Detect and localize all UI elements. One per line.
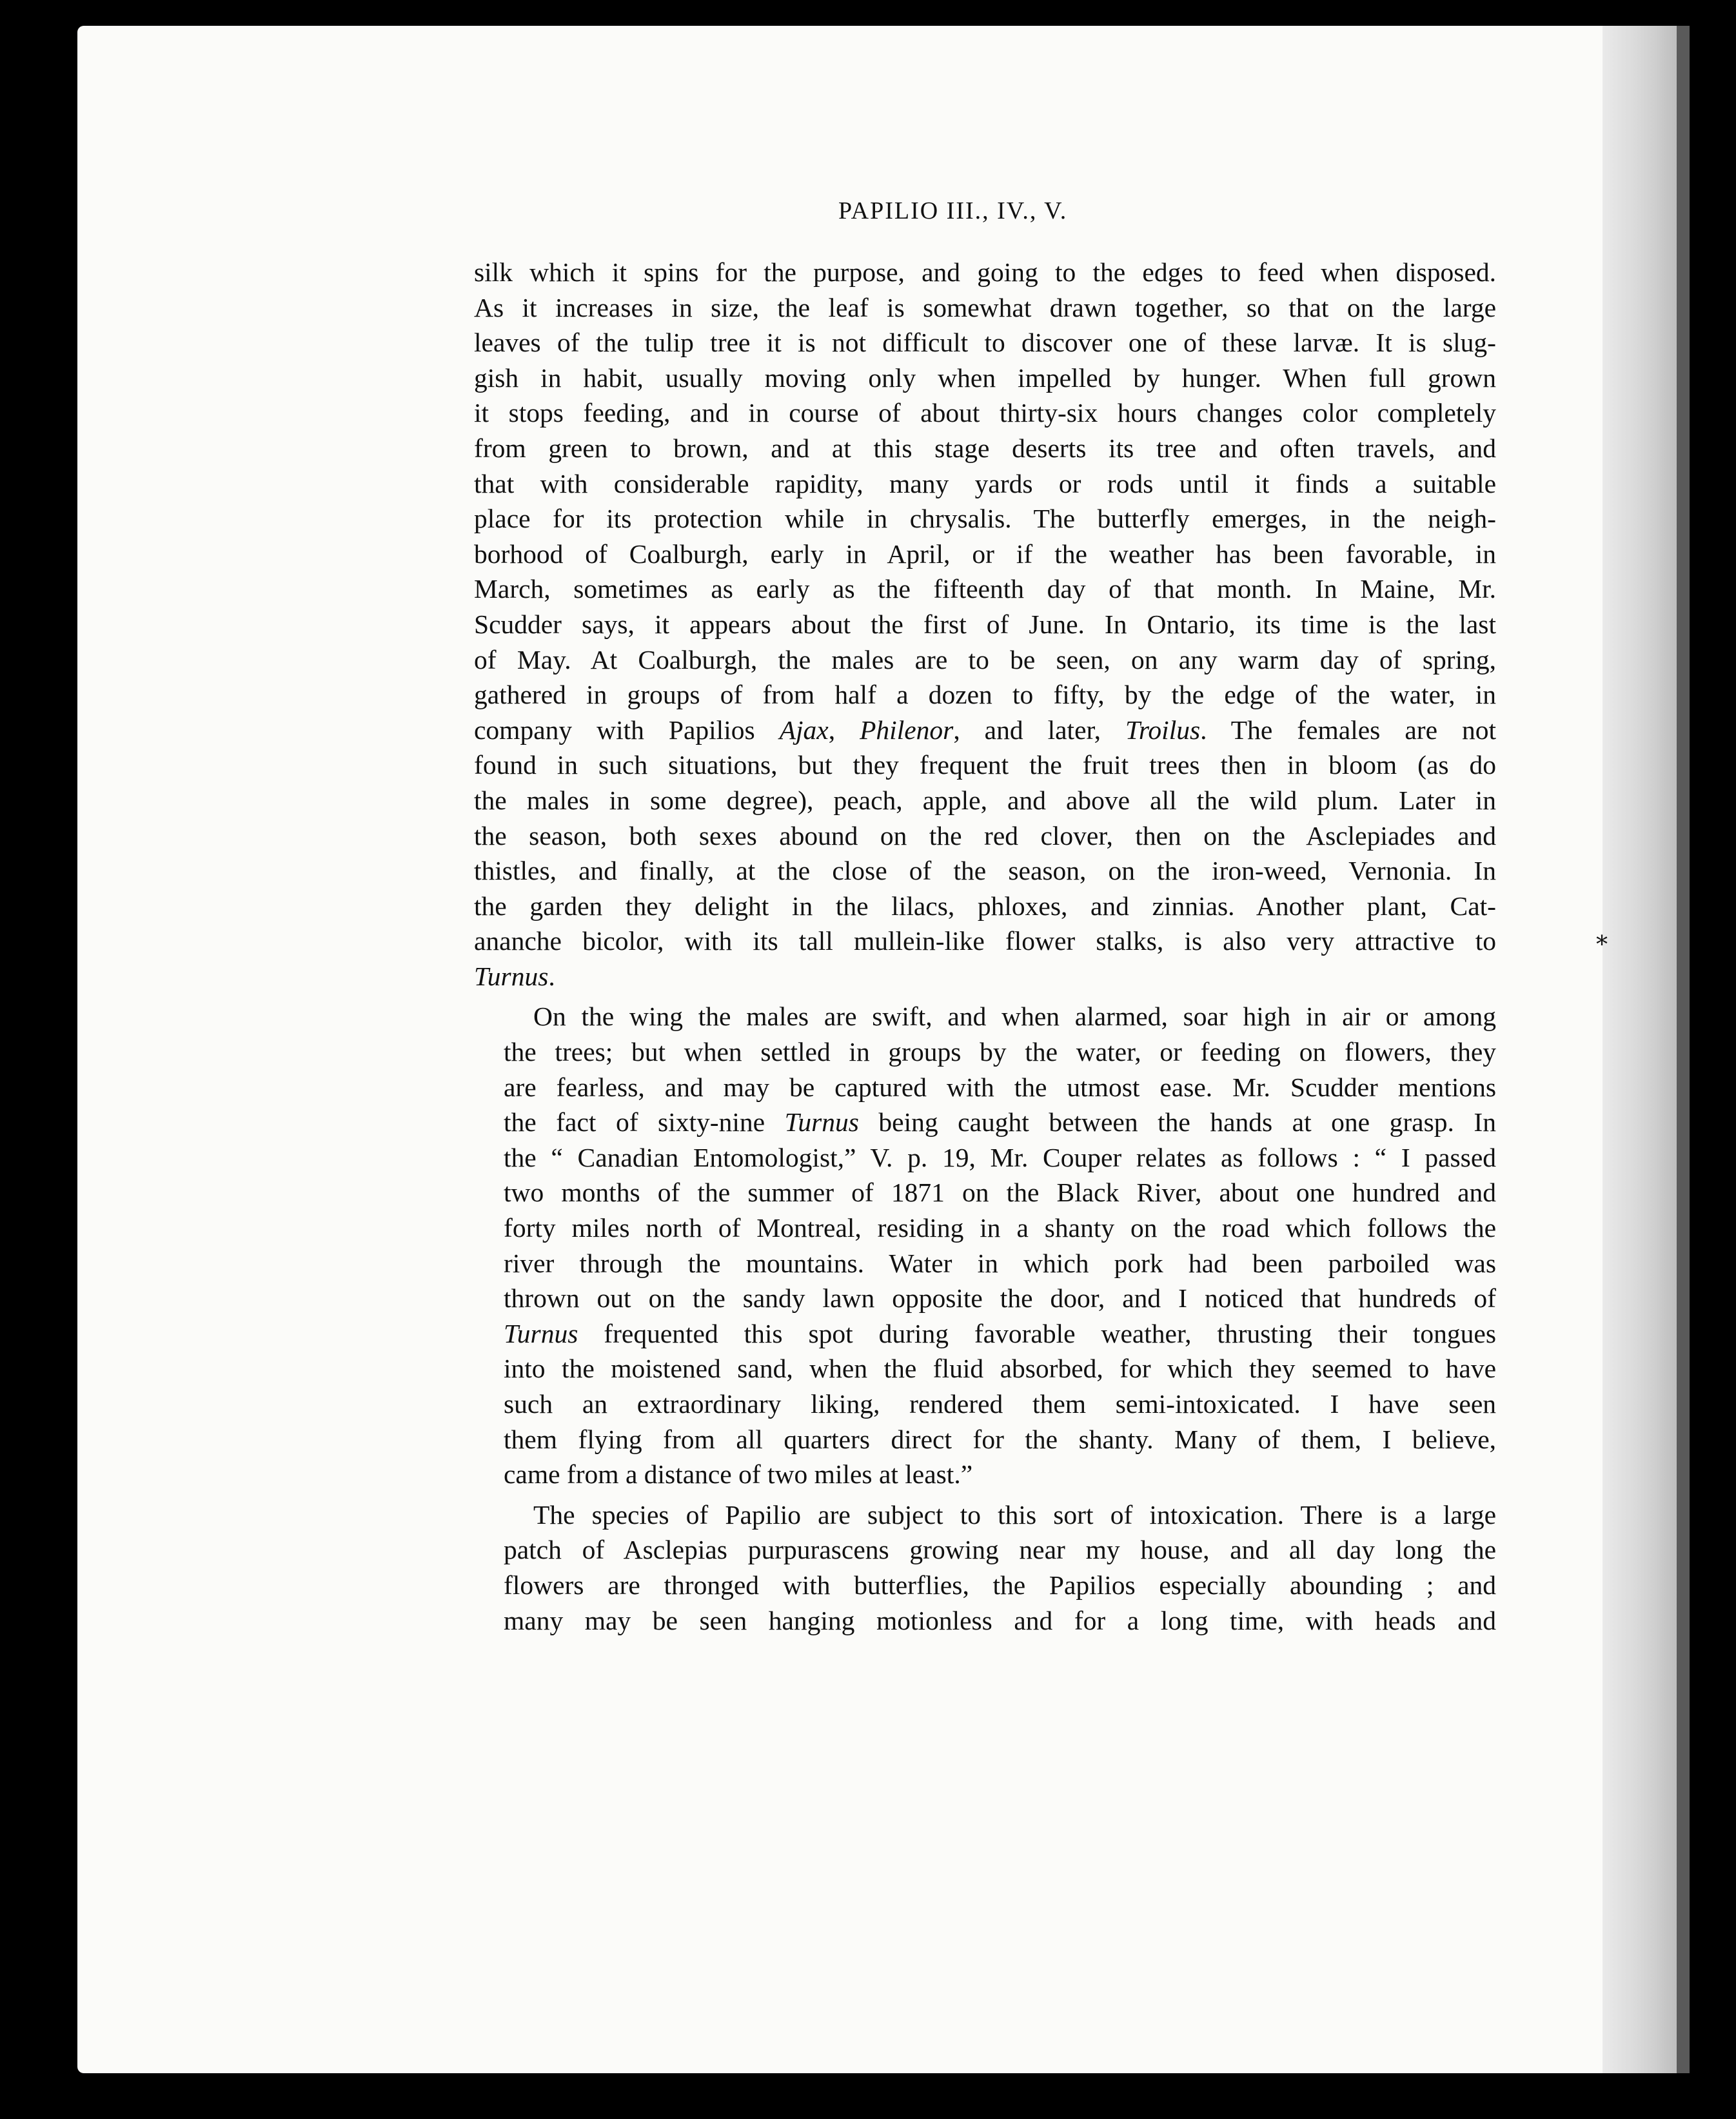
text-line xyxy=(474,607,1496,642)
italic-text: Ajax xyxy=(779,715,829,745)
text-line xyxy=(474,1070,1496,1105)
text-line xyxy=(474,1386,1496,1422)
paragraph xyxy=(474,999,1496,1492)
text-line xyxy=(474,1175,1496,1210)
text-line xyxy=(474,853,1496,889)
text-line xyxy=(474,1351,1496,1386)
text-run: thrown out on the sandy lawn opposite the door, and I noticed that hundreds of xyxy=(504,1283,1496,1314)
text-run: thistles, and finally, at the close of the season, on the iron-weed, Vernonia. In xyxy=(474,856,1496,886)
body-text xyxy=(474,255,1496,1638)
text-line xyxy=(474,1422,1496,1457)
text-run: of May. At Coalburgh, the males are to be seen, on any warm day of spring, xyxy=(474,644,1496,675)
text-run: are fearless, and may be captured with the utmost ease. Mr. Scudder mentions xyxy=(504,1072,1496,1102)
text-run: found in such situations, but they frequent the fruit trees then in bloom (as do xyxy=(474,750,1496,780)
text-run: patch of Asclepias purpurascens growing near my house, and all day long the xyxy=(504,1535,1496,1565)
text-line xyxy=(474,1603,1496,1639)
text-run: gish in habit, usually moving only when impelled by hunger. When full grown xyxy=(474,362,1496,393)
text-line xyxy=(474,1457,1496,1492)
text-line xyxy=(474,713,1496,748)
text-run: from green to brown, and at this stage deserts its tree and often travels, and xyxy=(474,433,1496,463)
italic-text: Turnus xyxy=(474,961,549,991)
text-run: place for its protection while in chrysalis. The butterfly emerges, in the neigh- xyxy=(474,504,1496,534)
text-line xyxy=(474,923,1496,959)
italic-text: Turnus xyxy=(784,1107,859,1138)
text-line xyxy=(474,537,1496,572)
text-run: that with considerable rapidity, many yards or rods until it finds a suitable xyxy=(474,468,1496,498)
text-line xyxy=(474,1532,1496,1568)
text-line xyxy=(474,1281,1496,1316)
text-line xyxy=(474,818,1496,854)
text-line xyxy=(474,501,1496,537)
text-run: the “ Canadian Entomologist,” V. p. 19, Mr. Couper relates as follows : “ I passed xyxy=(504,1142,1496,1172)
text-line xyxy=(474,1034,1496,1070)
text-run: it stops feeding, and in course of about thirty-six hours changes color completely xyxy=(474,398,1496,428)
text-run: silk which it spins for the purpose, and going to the edges to feed when disposed. xyxy=(474,257,1496,287)
text-run: such an extraordinary liking, rendered them semi-intoxicated. I have seen xyxy=(504,1389,1496,1419)
text-run: the trees; but when settled in groups by the water, or feeding on flowers, they xyxy=(504,1037,1496,1067)
italic-text: Troilus xyxy=(1125,715,1201,745)
binding-edge xyxy=(1677,26,1690,2073)
text-run: the season, both sexes abound on the red clover, then on the Asclepiades and xyxy=(474,820,1496,851)
running-head: PAPILIO III., IV., V. xyxy=(838,197,1068,224)
text-run: Scudder says, it appears about the first of June. In Ontario, its time is the last xyxy=(474,609,1496,639)
text-run: leaves of the tulip tree it is not difficult to discover one of these larvæ. It is slug- xyxy=(474,328,1496,358)
text-line xyxy=(474,1316,1496,1352)
text-line xyxy=(474,1568,1496,1603)
text-run: . The females are not xyxy=(1200,715,1497,745)
text-run: The species of Papilio are subject to this sort of intoxication. There is a large xyxy=(533,1499,1496,1530)
page-edge-shadow xyxy=(1603,26,1677,2073)
text-line xyxy=(474,642,1496,678)
text-run: many may be seen hanging motionless and for a long time, with heads and xyxy=(504,1605,1496,1635)
text-run: the males in some degree), peach, apple, and above all the wild plum. Later in xyxy=(474,785,1496,815)
text-line xyxy=(474,889,1496,924)
text-line xyxy=(474,1140,1496,1176)
text-line xyxy=(474,571,1496,607)
text-line xyxy=(474,1105,1496,1140)
text-run: As it increases in size, the leaf is somewhat drawn together, so that on the large xyxy=(474,292,1496,322)
text-run: ananche bicolor, with its tall mullein-like flower stalks, is also very attractive to xyxy=(474,926,1496,956)
text-line xyxy=(474,999,1496,1034)
text-line xyxy=(474,431,1496,466)
text-run: river through the mountains. Water in which pork had been parboiled was xyxy=(504,1248,1496,1278)
text-run: forty miles north of Montreal, residing in a shanty on the road which follows the xyxy=(504,1213,1496,1243)
text-run: them flying from all quarters direct for the shanty. Many of them, I believe, xyxy=(504,1424,1496,1454)
text-run: , xyxy=(828,715,860,745)
text-line xyxy=(474,325,1496,360)
text-line xyxy=(474,1246,1496,1281)
text-run: the fact of sixty-nine xyxy=(504,1107,785,1138)
text-run: borhood of Coalburgh, early in April, or if the weather has been favorable, in xyxy=(474,538,1496,569)
text-line xyxy=(474,783,1496,818)
text-line xyxy=(474,360,1496,396)
text-run: March, sometimes as early as the fifteenth day of that month. In Maine, Mr. xyxy=(474,574,1496,604)
text-line xyxy=(474,255,1496,290)
text-line xyxy=(474,290,1496,326)
text-line xyxy=(474,677,1496,713)
margin-mark: ⁎ xyxy=(1596,924,1608,950)
text-run: . xyxy=(548,961,555,991)
text-run: On the wing the males are swift, and when alarmed, soar high in air or among xyxy=(533,1001,1496,1032)
text-line xyxy=(474,466,1496,502)
text-run: flowers are thronged with butterflies, the Papilios especially abounding ; and xyxy=(504,1570,1496,1600)
text-line xyxy=(474,747,1496,783)
text-run: the garden they delight in the lilacs, phloxes, and zinnias. Another plant, Cat- xyxy=(474,891,1496,921)
text-run: being caught between the hands at one grasp. In xyxy=(858,1107,1496,1138)
paragraph xyxy=(474,1497,1496,1638)
text-line xyxy=(474,959,1496,994)
italic-text: Turnus xyxy=(504,1318,578,1348)
italic-text: Philenor xyxy=(860,715,954,745)
text-run: company with Papilios xyxy=(474,715,780,745)
paragraph xyxy=(474,255,1496,994)
text-run: frequented this spot during favorable weather, thrusting their tongues xyxy=(578,1318,1496,1348)
text-line xyxy=(474,1210,1496,1246)
text-line xyxy=(474,395,1496,431)
text-run: into the moistened sand, when the fluid absorbed, for which they seemed to have xyxy=(504,1354,1496,1384)
text-run: gathered in groups of from half a dozen to fifty, by the edge of the water, in xyxy=(474,680,1496,710)
text-run: two months of the summer of 1871 on the Black River, about one hundred and xyxy=(504,1178,1496,1208)
text-line xyxy=(474,1497,1496,1533)
text-run: , and later, xyxy=(953,715,1126,745)
text-run: came from a distance of two miles at least.” xyxy=(504,1459,973,1490)
